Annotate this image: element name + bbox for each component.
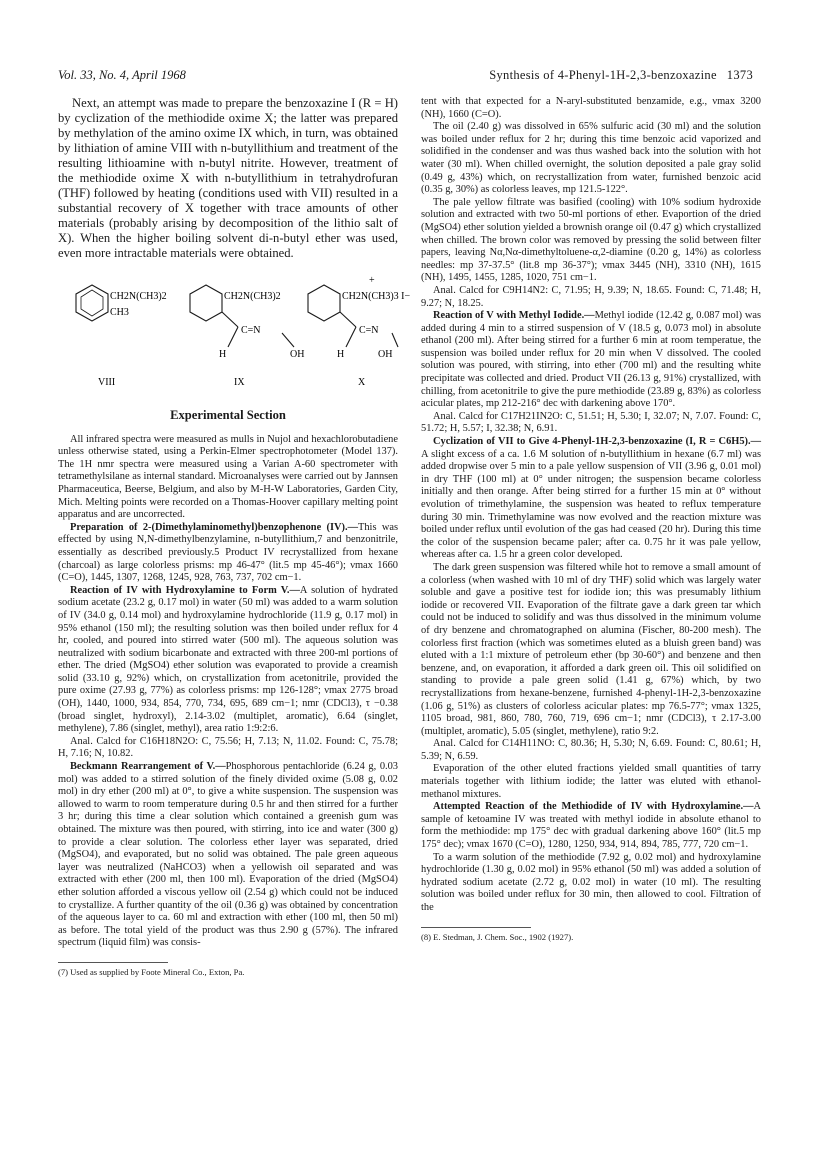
benzene-ring-ix	[190, 285, 222, 321]
intro-paragraph: Next, an attempt was made to prepare the benzoxazine I (R = H) by cyclization of the methiodide oxime X; the latter was prepared by methylation of the amino oxime IX which, in turn, was obtained by lithiation of amine VIII with n-butyllithium and treatment of the resulting lithioamine with n-butyl nitrite. However, treatment of the methiodide oxime X with n-butyllithium in tetrahydrofuran (THF) followed by heating (conditions used with VII) resulted in a substantial recovery of X together with trace amounts of other materials (probably arising by decomposition of the lithio salt of X). When the higher boiling solvent di-n-butyl ether was used, even more intractable materials were obtained.	[58, 96, 398, 260]
prep-iv-body: This was effected by using N,N-dimethylbenzylamine, n-butyllithium,7 and benzonitrile, essentially as described previously.5 Product IV recrystallized from hexane (charcoal) as large colorless prisms: mp 46-47° (lit.5 mp 45-46°); νmax 1660 (C=O), 1445, 1307, 1268, 1245, 928, 763, 737, 702 cm−1.	[58, 521, 398, 584]
viii-sub1: CH2N(CH3)2	[110, 291, 167, 302]
right-column	[421, 96, 761, 943]
ix-sub: CH2N(CH3)2	[224, 291, 281, 302]
dark-green-paragraph: The dark green suspension was filtered while hot to remove a small amount of a colorless (when washed with 10 ml of dry THF) solid which was largely water soluble and gave a positive test for iodide ion; this was presumably lithium iodide or recovered VII. Evaporation of the filtrate gave a dark green tar which could not be induced to solidify and was thus dissolved in the minimum volume of dry benzene and chromatographed on alumina (Fischer, 80-200 mesh). The colorless first fraction (which was sometimes eluted as a bluish green band) was eluted with a 1:1 mixture of petroleum ether (bp 30-60°) and benzene and then benzene, and, on evaporation, it afforded a dark green oil. This oil solidified on standing to provide a pale green solid (1.41 g, 67%) which, by two recrystallizations from hexane-benzene, furnished 4-phenyl-1H-2,3-benzoxazine (1.06 g, 51%) as clusters of colorless acicular plates: mp 76.5-77°; νmax 1325, 1105 broad, 981, 860, 780, 760, 719, 696 cm−1; nmr (CDCl3), τ 2.17-3.00 (multiplet, aromatic), 5.05 (singlet, methylene), ratio 9:2.	[421, 561, 761, 737]
cyclization-body: A slight excess of a ca. 1.6 M solution of n-butyllithium in hexane (6.7 ml) was added dropwise over 5 min to a pale yellow suspension of VII (3.96 g, 0.01 mol) in dry THF (100 ml) at 0° under nitrogen; the suspension became colorless initially and then orange. After being stirred for a further 15 min at 0° without evolution of trimethylamine, the suspension was heated to reflux temperature during 30 min. Trimethylamine was now evolved and the reaction mixture was boiled under reflux until evolution of the gas had ceased (20 hr). During this time the color of the suspension became paler; after ca. 0.75 hr it was pale yellow, whereas after ca. 1.5 hr a green color developed.	[421, 448, 761, 561]
reaction-iv-body: A solution of hydrated sodium acetate (23.2 g, 0.17 mol) in water (50 ml) was added to a warm solution of IV (34.0 g, 0.14 mol) and hydroxylamine hydrochloride (11.9 g, 0.17 mol) in 95% ethanol (150 ml); the resulting solution was then boiled under reflux for 4 hr, cooled, and poured into stirred water (500 ml). The aqueous solution was neutralized with sodium bicarbonate and extracted with three 200-ml portions of ether. The dried (MgSO4) ether solution was evaporated to provide a creamish solid (33.10 g, 92%) which, on crystallization from acetonitrile, provided the pure oxime (27.93 g, 77%) as colorless prisms: mp 126-128°; νmax 2775 broad (OH), 1440, 1000, 934, 854, 770, 734, 695, 689 cm−1; nmr (CDCl3), τ −0.38 (broad singlet, hydroxyl), 2.14-3.02 (multiplet, aromatic), 6.64 (singlet, methylene), 7.86 (singlet, methyl), area ratio 1:9:2:6.	[58, 584, 398, 735]
page-number: 1373	[726, 68, 753, 82]
continued-paragraph: tent with that expected for a N-aryl-substituted benzamide, e.g., νmax 3200 (NH), 1660 (C=O).	[421, 96, 761, 120]
running-header-title	[489, 68, 753, 83]
anal-paragraph-1: Anal. Calcd for C16H18N2O: C, 75.56; H, 7.13; N, 11.02. Found: C, 75.78; H, 7.16; N, 10.82.	[58, 735, 398, 760]
x-plus: +	[369, 275, 375, 286]
label-viii: VIII	[98, 377, 116, 388]
x-sub: CH2N(CH3)3 I−	[342, 291, 411, 302]
bond-ix-h	[228, 327, 238, 347]
cyclization-paragraph	[421, 436, 761, 562]
running-title: Synthesis of 4-Phenyl-1H-2,3-benzoxazine	[489, 68, 717, 82]
anal-paragraph-2: Anal. Calcd for C9H14N2: C, 71.95; H, 9.39; N, 18.65. Found: C, 71.48; H, 9.27; N, 18.25.	[421, 284, 761, 309]
bond-ix-oh	[282, 333, 294, 347]
x-h: H	[337, 349, 345, 360]
anal-paragraph-4: Anal. Calcd for C14H11NO: C, 80.36; H, 5.30; N, 6.69. Found: C, 80.61; H, 5.39; N, 6.59.	[421, 738, 761, 762]
attempted-reaction-body: A sample of ketoamine IV was treated with methyl iodide in absolute ethanol to form the methiodide: mp 175° dec with gradual darkening above 160° (lit.5 mp 175° dec); νmax 1670 (C=O), 1280, 1250, 934, 914, 894, 785, 777, 720 cm−1.	[421, 801, 761, 851]
bond-x	[340, 312, 356, 327]
running-header-volume: Vol. 33, No. 4, April 1968	[58, 68, 186, 82]
chemical-structures	[58, 275, 411, 395]
methyl-iodide-heading: Reaction of V with Methyl Iodide.—	[433, 310, 595, 322]
beckmann-paragraph	[58, 761, 398, 950]
footnote-divider	[58, 962, 168, 963]
prep-iv-paragraph	[58, 522, 398, 585]
methyl-iodide-body: Methyl iodide (12.42 g, 0.087 mol) was added during 4 min to a stirred suspension of V (18.5 g, 0.073 mol) in absolute ethanol (200 ml). After being stirred for a further 6 min at room temperatue, the suspension was boiled under reflux for 20 min when V dissolved. The cooled solution was poured, with stirring, into ether (700 ml) and the resulting white precipitate was collected and dried. Product VII (26.13 g, 91%) crystallized, with chilling, from acetonitrile to give the pure methiodide (23.89 g, 83%) as colorless acicular plates, mp 212-216° dec with darkening above 170°.	[421, 310, 761, 410]
general-methods-paragraph: All infrared spectra were measured as mulls in Nujol and hexachlorobutadiene unless otherwise stated, using a Perkin-Elmer spectrophotometer (Model 137). The 1H nmr spectra were measured using a Varian A-60 spectrometer with tetramethylsilane as internal standard. Microanalyses were carried out by Jannsen Pharmaceutica, Beerse, Belgium, and also by M-H-W Laboratories, Garden City, Mich. Melting points were recorded on a Thomas-Hoover capillary melting point apparatus and are uncorrected.	[58, 433, 398, 521]
attempted-reaction-paragraph	[421, 801, 761, 851]
structures-svg	[58, 275, 411, 395]
footnote-8: (8) E. Stedman, J. Chem. Soc., 1902 (1927).	[421, 931, 574, 942]
benzene-ring-x	[308, 285, 340, 321]
label-x: X	[358, 377, 366, 388]
footnote-7: (7) Used as supplied by Foote Mineral Co., Exton, Pa.	[58, 966, 245, 977]
attempted-reaction-heading: Attempted Reaction of the Methiodide of IV with Hydroxylamine.—	[433, 801, 754, 813]
x-cn: C=N	[359, 325, 379, 336]
beckmann-body: Phosphorous pentachloride (6.24 g, 0.03 mol) was added to a stirred solution of the finely divided oxime (5.08 g, 0.02 mol) in dry ether (200 ml) at 0°, to give a white suspension. The suspension was allowed to warm to room temperature during 0.5 hr and then stirred for a further 3 hr; during this time a clear solution which contained a greenish gum was obtained. The mixture was then poured, with stirring, into ice and water (300 g) to provide a clear solution. The colorless ether layer was separated, dried (MgSO4), and evaporated, but no solid was obtained. The pale green aqueous layer was neutralized (NaHCO3) when a yellowish oil separated and was extracted with ether (200 ml, then 100 ml). Evaporation of the dried (MgSO4) ether solution afforded a viscous yellow oil (2.54 g) which could not be induced to crystallize. A further quantity of the oil (0.36 g) was obtained by concentration of the aqueous layer to ca. 60 ml and extraction with ether (100 ml, then 50 ml) as before. The total yield of the product was thus 2.90 g (57%). The infrared spectrum (liquid film) was consis-	[58, 761, 399, 949]
left-column	[58, 96, 411, 978]
beckmann-heading: Beckmann Rearrangement of V.—	[70, 761, 226, 773]
oil-paragraph: The oil (2.40 g) was dissolved in 65% sulfuric acid (30 ml) and the solution was boiled under reflux for 2 hr; during this time benzoic acid vaporized and solidified in the condenser and was thus washed back into the solution with hot water (30 ml). When chilled overnight, the solution deposited a pale gray solid (0.49 g, 43%) which, on recrystallization from water, furnished benzoic acid (0.35 g, 30%) as colorless leaves, mp 121.5-122°.	[421, 121, 761, 196]
section-heading: Experimental Section	[170, 408, 286, 422]
viii-sub2: CH3	[110, 307, 129, 318]
bond-ix	[222, 312, 238, 327]
final-paragraph: To a warm solution of the methiodide (7.92 g, 0.02 mol) and hydroxylamine hydrochloride (1.30 g, 0.02 mol) in 95% ethanol (50 ml) was added a solution of hydrated sodium acetate (2.72 g, 0.02 mol) in water (10 ml). The resulting solution was boiled under reflux for 30 min, then allowed to cool. Filtration of the	[421, 851, 761, 913]
filtrate-paragraph: The pale yellow filtrate was basified (cooling) with 10% sodium hydroxide solution and extracted with two 50-ml portions of ether. Evaportion of the dried (MgSO4) ether solution yielded a brownish orange oil (0.47 g) which crystallized when chilled. The brown color was removed by pressing the solid between filter papers, leaving Nα,Nα-dimethyltoluene-α,2-diamine (0.20 g, 14%) as colorless needles: mp 37-37.5° (lit.8 mp 36-37°); νmax 3445 (NH), 3310 (NH), 1615 (NH), 1495, 1455, 1285, 1020, 751 cm−1.	[421, 196, 761, 284]
prep-iv-heading: Preparation of 2-(Dimethylaminomethyl)benzophenone (IV).—	[70, 521, 359, 533]
reaction-iv-paragraph	[58, 585, 398, 736]
ix-oh: OH	[290, 349, 305, 360]
bond-x-h	[346, 327, 356, 347]
evaporation-paragraph: Evaporation of the other eluted fractions yielded small quantities of tarry materials together with lithium iodide; the latter was eluted with ethanol-methanol mixtures.	[421, 763, 761, 800]
x-oh: OH	[378, 349, 393, 360]
methyl-iodide-paragraph	[421, 310, 761, 411]
ix-h: H	[219, 349, 227, 360]
ix-cn: C=N	[241, 325, 261, 336]
cyclization-heading: Cyclization of VII to Give 4-Phenyl-1H-2,3-benzoxazine (I, R = C6H5).—	[433, 436, 761, 448]
footnote-divider-right	[421, 927, 531, 928]
reaction-iv-heading: Reaction of IV with Hydroxylamine to Form V.—	[70, 584, 300, 596]
anal-paragraph-3: Anal. Calcd for C17H21IN2O: C, 51.51; H, 5.30; I, 32.07; N, 7.07. Found: C, 51.72; H, 5.57; I, 32.38; N, 6.91.	[421, 410, 761, 435]
benzene-inner-viii	[81, 290, 103, 316]
label-ix: IX	[234, 377, 245, 388]
bond-x-oh	[392, 333, 398, 347]
